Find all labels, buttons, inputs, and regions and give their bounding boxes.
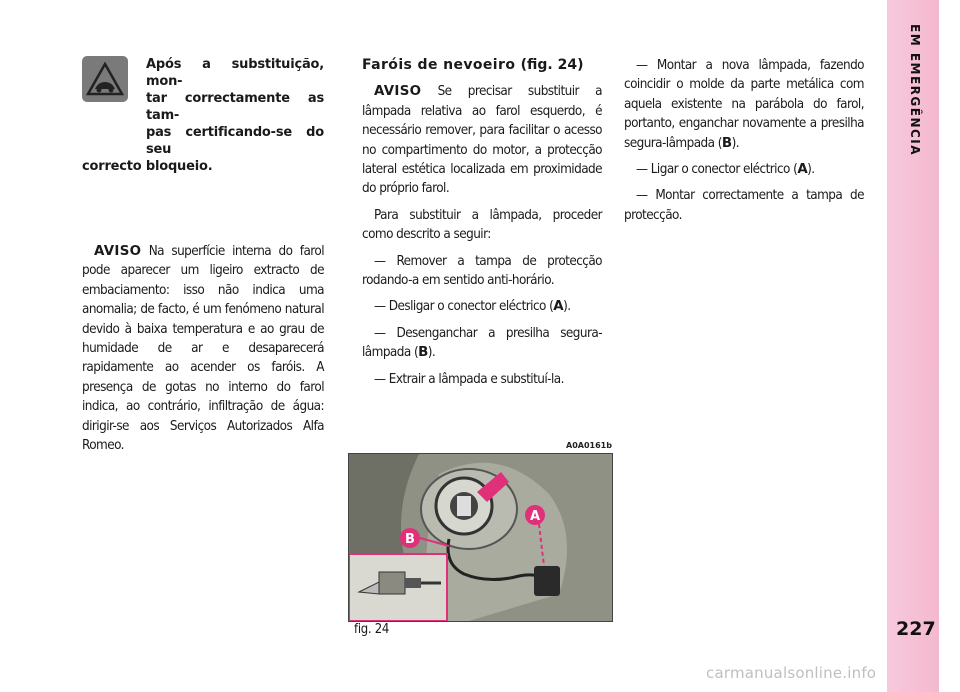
procedure-step: — Ligar o conector eléctrico (A).: [636, 162, 815, 178]
aviso-text: Na superfície interna do farol pode aparecer um ligeiro extracto de embaciamento: isso não indica uma anomalia; de facto, é um fenómeno natural devido à baixa temperatura e ao grau de humidade de ar e desaparecerá rapidamente ao acender os faróis. A presença de gotas no interno do farol indica, ao contrário, infiltração de água: dirigir-se aos Serviços Autorizados Alfa Romeo.: [82, 244, 325, 454]
callout-letter: A: [553, 299, 564, 315]
procedure-step: — Remover a tampa de protecção rodando-a em sentido anti-horário.: [362, 253, 602, 289]
callout-letter: B: [418, 345, 428, 361]
middle-column: [362, 56, 602, 396]
warning-note: [82, 56, 324, 176]
left-column: [82, 56, 324, 462]
fog-lamp-illustration: [349, 454, 612, 621]
procedure-intro: Para substituir a lâmpada, proceder como descrito a seguir:: [362, 207, 602, 243]
aviso-text: Se precisar substituir a lâmpada relativa ao farol esquerdo, é necessário remover, para facilitar o acesso no compartimento do motor, a protecção lateral estética localizada em proximidade do próprio farol.: [362, 84, 602, 197]
warning-line: correcto bloqueio.: [82, 159, 213, 174]
warning-line: pas certificando-se do seu: [146, 125, 324, 157]
procedure-step: — Montar correctamente a tampa de protecção.: [624, 188, 864, 223]
callout-letter: B: [721, 135, 732, 151]
section-heading: [362, 56, 602, 75]
watermark: carmanualsonline.info: [706, 664, 877, 682]
page-number: 227: [896, 618, 936, 640]
heading-title: Faróis de nevoeiro: [362, 57, 516, 73]
aviso-label: AVISO: [374, 84, 422, 100]
callout-letter: A: [797, 162, 808, 178]
aviso-paragraph: [82, 242, 324, 455]
procedure-step: — Extrair a lâmpada e substituí-la.: [374, 371, 564, 387]
procedure-step: — Desenganchar a presilha segura-lâmpada (B).: [362, 325, 602, 361]
callout-b-label: B: [405, 532, 415, 547]
aviso-paragraph: [362, 82, 602, 198]
warning-triangle-icon: [82, 56, 128, 102]
warning-line: Após a substituição, mon-: [146, 57, 324, 89]
figure-24-photo: [348, 453, 613, 622]
heading-figure-ref: (fig. 24): [520, 57, 584, 73]
figure-code: A0A0161b: [566, 441, 612, 450]
aviso-label: AVISO: [94, 244, 142, 259]
section-title: EM EMERGÊNCIA: [908, 24, 922, 157]
right-column: [624, 56, 864, 232]
procedure-step: — Montar a nova lâmpada, fazendo coincidir o molde da parte metálica com aquela existente na parábola do farol, portanto, enganchar novamente a presilha segura-lâmpada (B).: [624, 58, 864, 151]
figure-caption: fig. 24: [354, 622, 389, 637]
callout-a-label: A: [529, 509, 541, 524]
warning-line: tar correctamente as tam-: [146, 91, 324, 123]
procedure-step: — Desligar o conector eléctrico (A).: [374, 299, 571, 315]
